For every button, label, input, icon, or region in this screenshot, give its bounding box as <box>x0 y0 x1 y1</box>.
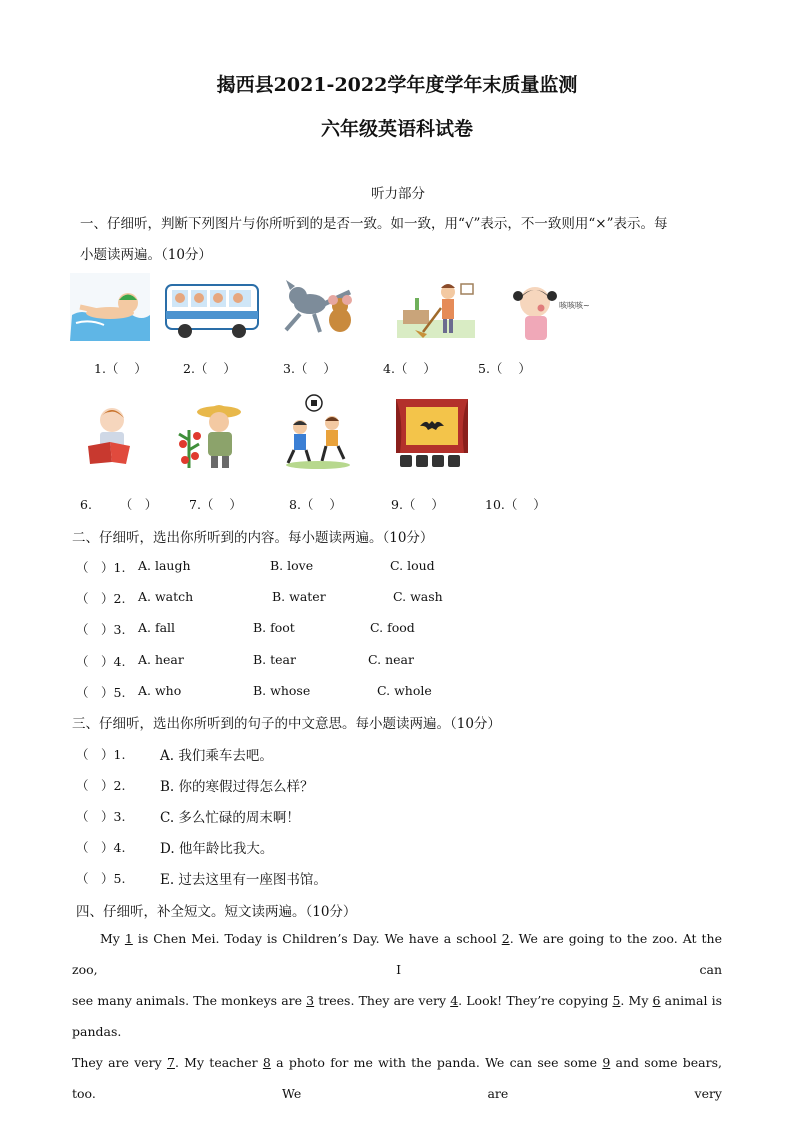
part3-q2-bracket[interactable]: （ ）2. <box>76 778 126 793</box>
blank-6[interactable]: 6 <box>652 993 661 1008</box>
answer-blank-6[interactable]: （ ） <box>119 497 158 512</box>
answer-blank-1[interactable]: ） <box>134 361 147 376</box>
part2-q5-option-c: C. whole <box>377 683 432 698</box>
item8-label: 8.（ ） <box>289 497 342 512</box>
part2-q5-option-b: B. whose <box>253 683 311 698</box>
part3-option-b: B. 你的寒假过得怎么样？ <box>160 779 314 795</box>
answer-blank-9[interactable]: ） <box>431 497 444 512</box>
part2-q5-bracket[interactable]: （ ）5. <box>76 685 126 700</box>
item10-label: 10.（ ） <box>485 497 546 512</box>
answer-blank-8[interactable]: ） <box>329 497 342 512</box>
answer-blank-10[interactable]: ） <box>533 497 546 512</box>
passage-line-2: see many animals. The monkeys are 3 trees. They are very 4. Look! They’re copying 5. My 6 animal is pandas. <box>72 993 723 1039</box>
theatre-bat-picture <box>396 399 468 469</box>
part3-q5-bracket[interactable]: （ ）5. <box>76 871 126 886</box>
item5-label: 5.（ ） <box>478 361 531 376</box>
exam-title-line1: 揭西县2021-2022学年度学年末质量监测 <box>216 74 578 96</box>
part3-option-c: C. 多么忙碌的周末啊！ <box>160 810 300 826</box>
swimming-boy-picture <box>70 273 150 341</box>
blank-7[interactable]: 7 <box>166 1055 175 1070</box>
part2-q3-option-a: A. fall <box>138 620 176 635</box>
answer-blank-2[interactable]: ） <box>223 361 236 376</box>
part2-q2-bracket[interactable]: （ ）2. <box>76 591 126 606</box>
part2-q2-option-c: C. wash <box>393 589 443 604</box>
part2-q1-bracket[interactable]: （ ）1. <box>76 560 126 575</box>
cat-and-mouse-picture <box>280 278 368 340</box>
item9-label: 9.（ ） <box>391 497 444 512</box>
part2-q1-option-a: A. laugh <box>138 558 191 573</box>
part2-q3-option-c: C. food <box>370 620 415 635</box>
blank-1[interactable]: 1 <box>124 931 133 946</box>
kids-football-picture <box>282 393 354 471</box>
part2-q5-option-a: A. who <box>138 683 182 698</box>
blank-9[interactable]: 9 <box>602 1055 611 1070</box>
part2-q2-option-a: A. watch <box>138 589 194 604</box>
part2-q1-option-b: B. love <box>270 558 314 573</box>
cough-bubble-text: 咳咳咳~ <box>559 301 590 310</box>
part2-q4-option-c: C. near <box>368 652 414 667</box>
part2-q4-option-b: B. tear <box>253 652 296 667</box>
part1-instruction-line1: 一、仔细听，判断下列图片与你所听到的是否一致。如一致，用“√”表示，不一致则用“×”表示。每 <box>80 216 668 232</box>
part3-option-e: E. 过去这里有一座图书馆。 <box>160 872 327 888</box>
blank-3[interactable]: 3 <box>306 993 315 1008</box>
answer-blank-5[interactable]: ） <box>518 361 531 376</box>
blank-2[interactable]: 2 <box>501 931 510 946</box>
part3-q3-bracket[interactable]: （ ）3. <box>76 809 126 824</box>
boy-reading-picture <box>80 402 140 468</box>
part3-instruction: 三、仔细听，选出你所听到的句子的中文意思。每小题读两遍。（10分） <box>72 716 501 732</box>
part2-q2-option-b: B. water <box>272 589 326 604</box>
blank-8[interactable]: 8 <box>262 1055 271 1070</box>
part1-instruction-line2: 小题读两遍。（10分） <box>80 247 212 263</box>
cloze-passage <box>72 923 722 1109</box>
farmer-tomatoes-picture <box>175 400 243 470</box>
part2-q3-option-b: B. foot <box>253 620 295 635</box>
item3-label: 3.（ ） <box>283 361 336 376</box>
bus-picture <box>163 277 261 339</box>
part2-q3-bracket[interactable]: （ ）3. <box>76 622 126 637</box>
part3-q1-bracket[interactable]: （ ）1. <box>76 747 126 762</box>
passage-line-3: They are very 7. My teacher 8 a photo for me with the panda. We can see some 9 and some bears, too. We are very <box>72 1055 722 1101</box>
passage-line-1: My 1 is Chen Mei. Today is Children’s Day. We have a school 2. We are going to the zoo. At the zoo, I can <box>72 931 723 977</box>
part4-instruction: 四、仔细听，补全短文。短文读两遍。（10分） <box>76 904 357 920</box>
part3-option-a: A. 我们乘车去吧。 <box>160 748 273 764</box>
part2-q4-option-a: A. hear <box>138 652 184 667</box>
part3-q4-bracket[interactable]: （ ）4. <box>76 840 126 855</box>
listening-section-label: 听力部分 <box>371 186 425 202</box>
item4-label: 4.（ ） <box>383 361 436 376</box>
woman-sweeping-picture <box>395 278 477 340</box>
item7-label: 7.（ ） <box>189 497 242 512</box>
part3-option-d: D. 他年龄比我大。 <box>160 841 274 857</box>
blank-5[interactable]: 5 <box>612 993 621 1008</box>
item1-label: 1.（ ） <box>94 361 147 376</box>
item2-label: 2.（ ） <box>183 361 236 376</box>
blank-4[interactable]: 4 <box>450 993 459 1008</box>
part2-instruction: 二、仔细听，选出你所听到的内容。每小题读两遍。（10分） <box>72 530 434 546</box>
answer-blank-4[interactable]: ） <box>423 361 436 376</box>
item6-label: 6. （ ） <box>80 497 158 512</box>
girl-coughing-picture <box>505 278 595 343</box>
answer-blank-3[interactable]: ） <box>323 361 336 376</box>
part2-q4-bracket[interactable]: （ ）4. <box>76 654 126 669</box>
part2-q1-option-c: C. loud <box>390 558 435 573</box>
answer-blank-7[interactable]: ） <box>229 497 242 512</box>
exam-title-line2: 六年级英语科试卷 <box>320 118 473 140</box>
